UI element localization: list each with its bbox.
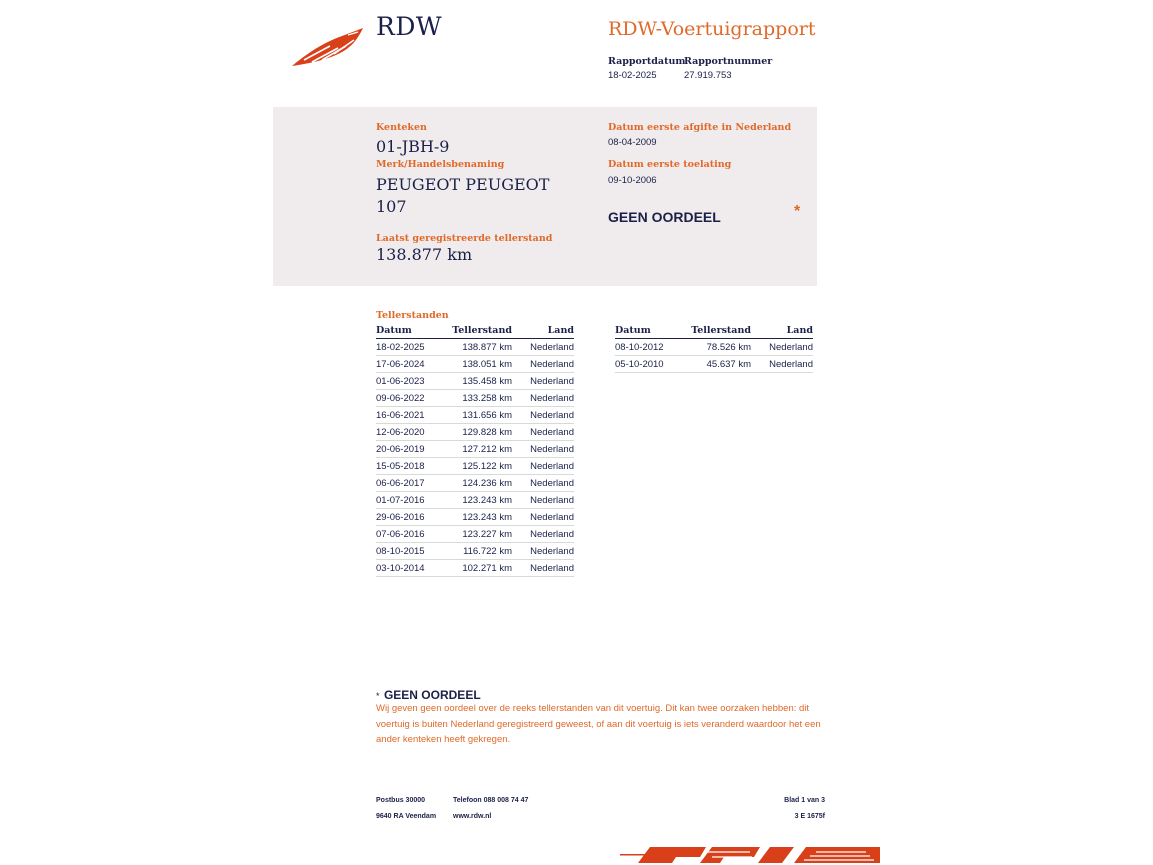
footnote-asterisk: * [376, 691, 380, 701]
reading-date: 05-10-2010 [615, 356, 684, 373]
readings-title: Tellerstanden [376, 310, 449, 321]
first-issue-nl-value: 08-04-2009 [608, 137, 657, 148]
col-odometer: Tellerstand [684, 325, 751, 339]
reading-date: 20-06-2019 [376, 441, 445, 458]
col-country: Land [512, 325, 574, 339]
reading-odometer: 102.271 km [445, 560, 512, 577]
col-date: Datum [615, 325, 684, 339]
reading-odometer: 138.051 km [445, 356, 512, 373]
reading-date: 08-10-2015 [376, 543, 445, 560]
reading-country: Nederland [512, 560, 574, 577]
reading-country: Nederland [512, 373, 574, 390]
footer-page: Blad 1 van 3 [784, 797, 825, 804]
plate-value: 01-JBH-9 [376, 137, 450, 156]
reading-odometer: 125.122 km [445, 458, 512, 475]
reading-country: Nederland [512, 356, 574, 373]
table-row [376, 560, 574, 577]
col-date: Datum [376, 325, 445, 339]
reading-odometer: 129.828 km [445, 424, 512, 441]
footer-website: www.rdw.nl [453, 813, 492, 820]
odometer-label: Laatst geregistreerde tellerstand [376, 233, 553, 244]
reading-date: 06-06-2017 [376, 475, 445, 492]
reading-odometer: 123.243 km [445, 492, 512, 509]
reading-odometer: 78.526 km [684, 339, 751, 356]
reading-date: 07-06-2016 [376, 526, 445, 543]
reading-country: Nederland [512, 390, 574, 407]
footer-code: 3 E 1675f [794, 813, 825, 820]
panel-notch [273, 271, 335, 287]
table-row [376, 492, 574, 509]
plate-label: Kenteken [376, 122, 427, 133]
odometer-value: 138.877 km [376, 245, 473, 264]
table-row [376, 339, 574, 356]
reading-odometer: 135.458 km [445, 373, 512, 390]
vehicle-panel [273, 107, 817, 286]
reading-odometer: 116.722 km [445, 543, 512, 560]
reading-odometer: 123.243 km [445, 509, 512, 526]
table-row [376, 424, 574, 441]
first-admission-label: Datum eerste toelating [608, 159, 732, 170]
reading-country: Nederland [512, 441, 574, 458]
reading-country: Nederland [512, 458, 574, 475]
report-date: 18-02-2025 [608, 70, 657, 81]
reading-country: Nederland [512, 526, 574, 543]
first-issue-nl-label: Datum eerste afgifte in Nederland [608, 122, 792, 133]
reading-country: Nederland [512, 424, 574, 441]
reading-date: 01-06-2023 [376, 373, 445, 390]
first-admission-value: 09-10-2006 [608, 175, 657, 186]
report-title: RDW-Voertuigrapport [608, 18, 816, 40]
reading-date: 08-10-2012 [615, 339, 684, 356]
table-row [376, 475, 574, 492]
footer-stripes-icon [620, 845, 880, 865]
reading-country: Nederland [751, 356, 813, 373]
reading-country: Nederland [751, 339, 813, 356]
reading-country: Nederland [512, 492, 574, 509]
footer-city: 9640 RA Veendam [376, 813, 437, 820]
make-line-2: 107 [376, 197, 407, 216]
footer-postbus: Postbus 30000 [376, 797, 426, 804]
reading-date: 16-06-2021 [376, 407, 445, 424]
report-number-label: Rapportnummer [684, 56, 773, 67]
reading-odometer: 127.212 km [445, 441, 512, 458]
reading-odometer: 123.227 km [445, 526, 512, 543]
report-date-label: Rapportdatum [608, 56, 686, 67]
col-country: Land [751, 325, 813, 339]
reading-date: 12-06-2020 [376, 424, 445, 441]
reading-date: 01-07-2016 [376, 492, 445, 509]
reading-date: 15-05-2018 [376, 458, 445, 475]
reading-odometer: 131.656 km [445, 407, 512, 424]
make-label: Merk/Handelsbenaming [376, 159, 505, 170]
reading-date: 29-06-2016 [376, 509, 445, 526]
reading-country: Nederland [512, 475, 574, 492]
reading-odometer: 138.877 km [445, 339, 512, 356]
report-number: 27.919.753 [684, 70, 732, 81]
table-row [376, 407, 574, 424]
reading-date: 18-02-2025 [376, 339, 445, 356]
verdict-asterisk: * [794, 203, 801, 220]
table-row [376, 509, 574, 526]
make-line-1: PEUGEOT PEUGEOT [376, 175, 550, 194]
readings-table-right [615, 325, 813, 373]
table-row [376, 356, 574, 373]
table-row [376, 526, 574, 543]
table-row [376, 441, 574, 458]
table-row [615, 339, 813, 356]
reading-date: 09-06-2022 [376, 390, 445, 407]
reading-date: 17-06-2024 [376, 356, 445, 373]
reading-date: 03-10-2014 [376, 560, 445, 577]
reading-country: Nederland [512, 339, 574, 356]
table-row [615, 356, 813, 373]
footnote-text: Wij geven geen oordeel over de reeks tellerstanden van dit voertuig. Dit kan twee oorzaken hebben: dit voertuig is buiten Nederland geregistreerd geweest, of aan dit voertuig is iets veranderd waardoor het een ander kenteken heeft gekregen. [376, 703, 821, 745]
table-row [376, 543, 574, 560]
verdict: GEEN OORDEEL [608, 209, 721, 225]
table-row [376, 373, 574, 390]
reading-country: Nederland [512, 509, 574, 526]
logo-text: RDW [376, 12, 443, 41]
col-odometer: Tellerstand [445, 325, 512, 339]
reading-odometer: 124.236 km [445, 475, 512, 492]
reading-country: Nederland [512, 543, 574, 560]
footnote-title: GEEN OORDEEL [383, 688, 481, 702]
reading-country: Nederland [512, 407, 574, 424]
footer-phone: Telefoon 088 008 74 47 [453, 797, 529, 804]
rdw-logo-icon [290, 26, 365, 68]
table-row [376, 458, 574, 475]
reading-odometer: 45.637 km [684, 356, 751, 373]
reading-odometer: 133.258 km [445, 390, 512, 407]
readings-table-left [376, 325, 574, 577]
table-row [376, 390, 574, 407]
